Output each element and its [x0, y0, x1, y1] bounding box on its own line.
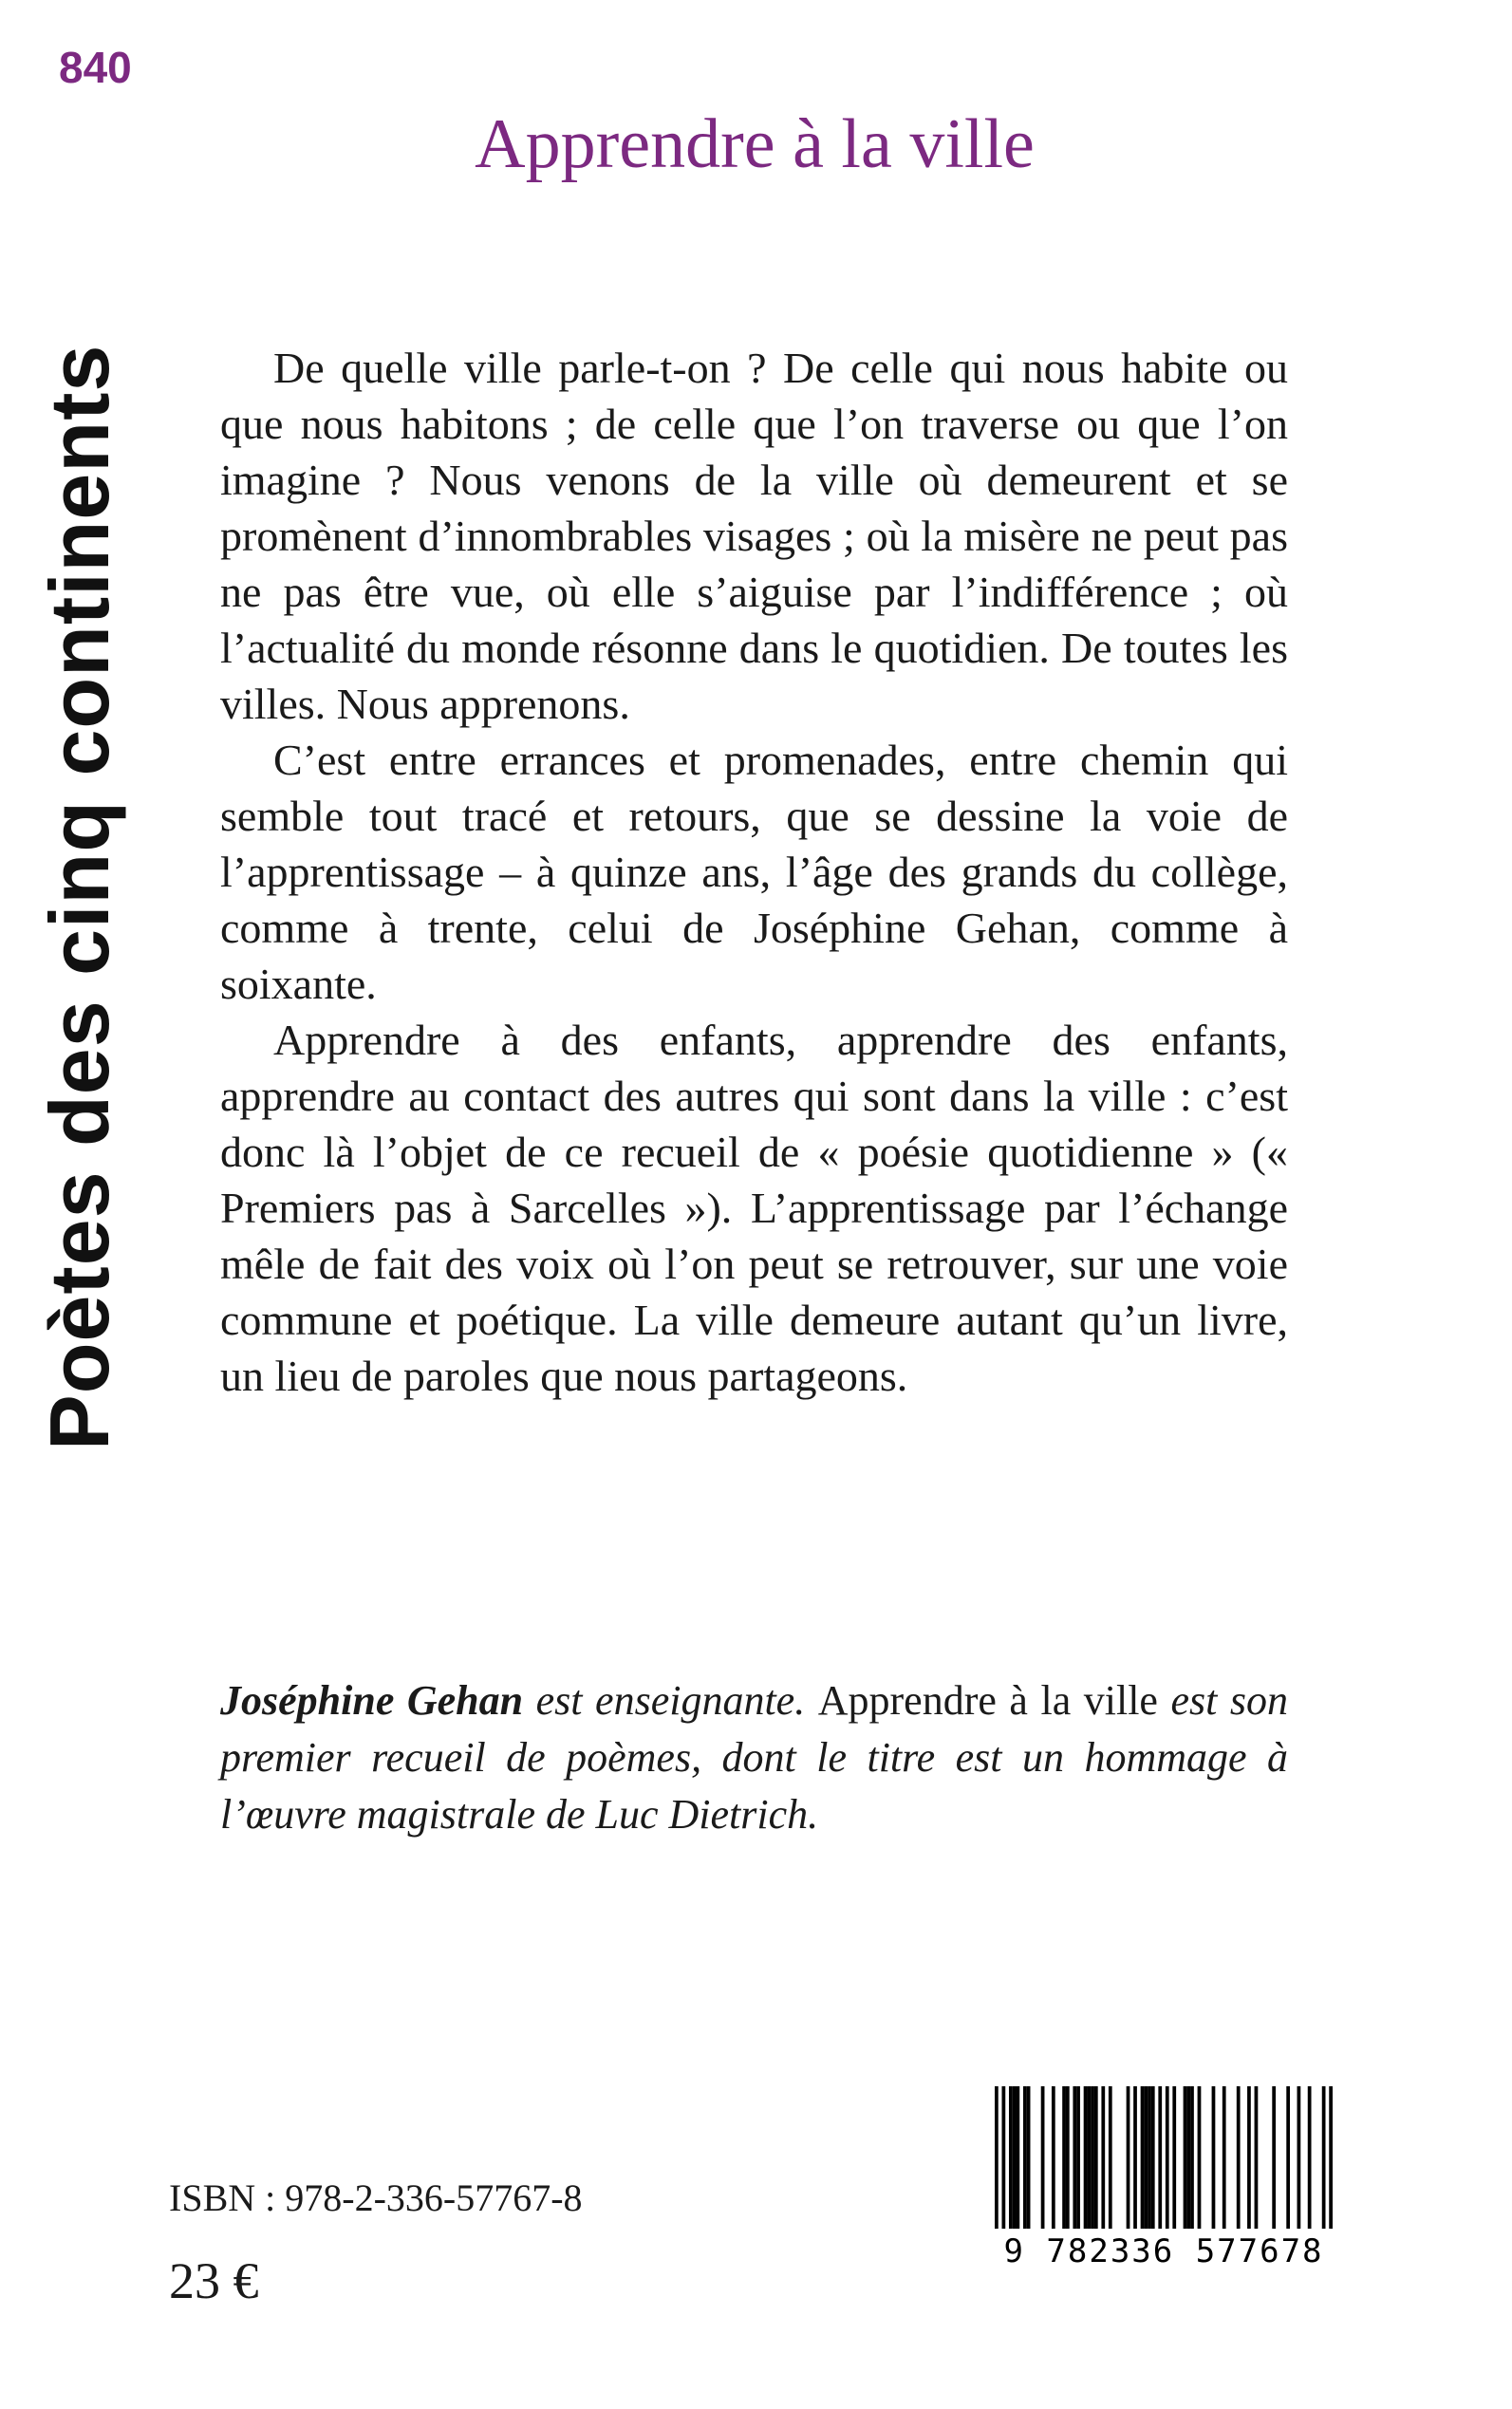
page-title: Apprendre à la ville	[475, 105, 1035, 183]
bio-segment: est enseignante.	[523, 1677, 818, 1724]
collection-name-vertical: Poètes des cinq continents	[32, 344, 126, 1450]
bio-segment: Apprendre à la ville	[817, 1677, 1158, 1724]
body-paragraph: C’est entre errances et promenades, entre chemin qui semble tout tracé et retours, que se dessine la voie de l’apprentissage – à quinze ans, l’âge des grands du collège, comme à trente, celui de Joséphine Gehan, comme à soixante.	[220, 736, 1288, 1008]
barcode	[995, 2086, 1333, 2270]
back-cover-text	[220, 340, 1288, 1404]
bio-segment: est son premier recueil de poèmes, dont le titre est un hommage à l’œuvre magistrale de Luc Dietrich.	[220, 1677, 1289, 1838]
body-paragraph: Apprendre à des enfants, apprendre des enfants, apprendre au contact des autres qui sont dans la ville : c’est donc là l’objet de ce recueil de « poésie quotidienne » (« Premiers pas à Sarcelles »). L’apprentissage par l’échange mêle de fait des voix où l’on peut se retrouver, sur une voie commune et poétique. La ville demeure autant qu’un livre, un lieu de paroles que nous partageons.	[220, 1016, 1288, 1400]
isbn-text: ISBN : 978-2-336-57767-8	[169, 2176, 583, 2219]
author-bio	[220, 1672, 1288, 1843]
collection-number: 840	[59, 43, 132, 92]
barcode-bars	[995, 2086, 1333, 2229]
body-paragraph: De quelle ville parle-t-on ? De celle qui nous habite ou que nous habitons ; de celle que l’on traverse ou que l’on imagine ? Nous venons de la ville où demeurent et se promènent d’innombrables visages ; où la misère ne peut pas ne pas être vue, où elle s’aiguise par l’indifférence ; où l’actualité du monde résonne dans le quotidien. De toutes les villes. Nous apprenons.	[220, 344, 1288, 728]
price-text: 23 €	[169, 2252, 259, 2309]
bio-segment: Joséphine Gehan	[220, 1677, 524, 1724]
barcode-digits: 9 782336 577678	[1003, 2232, 1324, 2270]
